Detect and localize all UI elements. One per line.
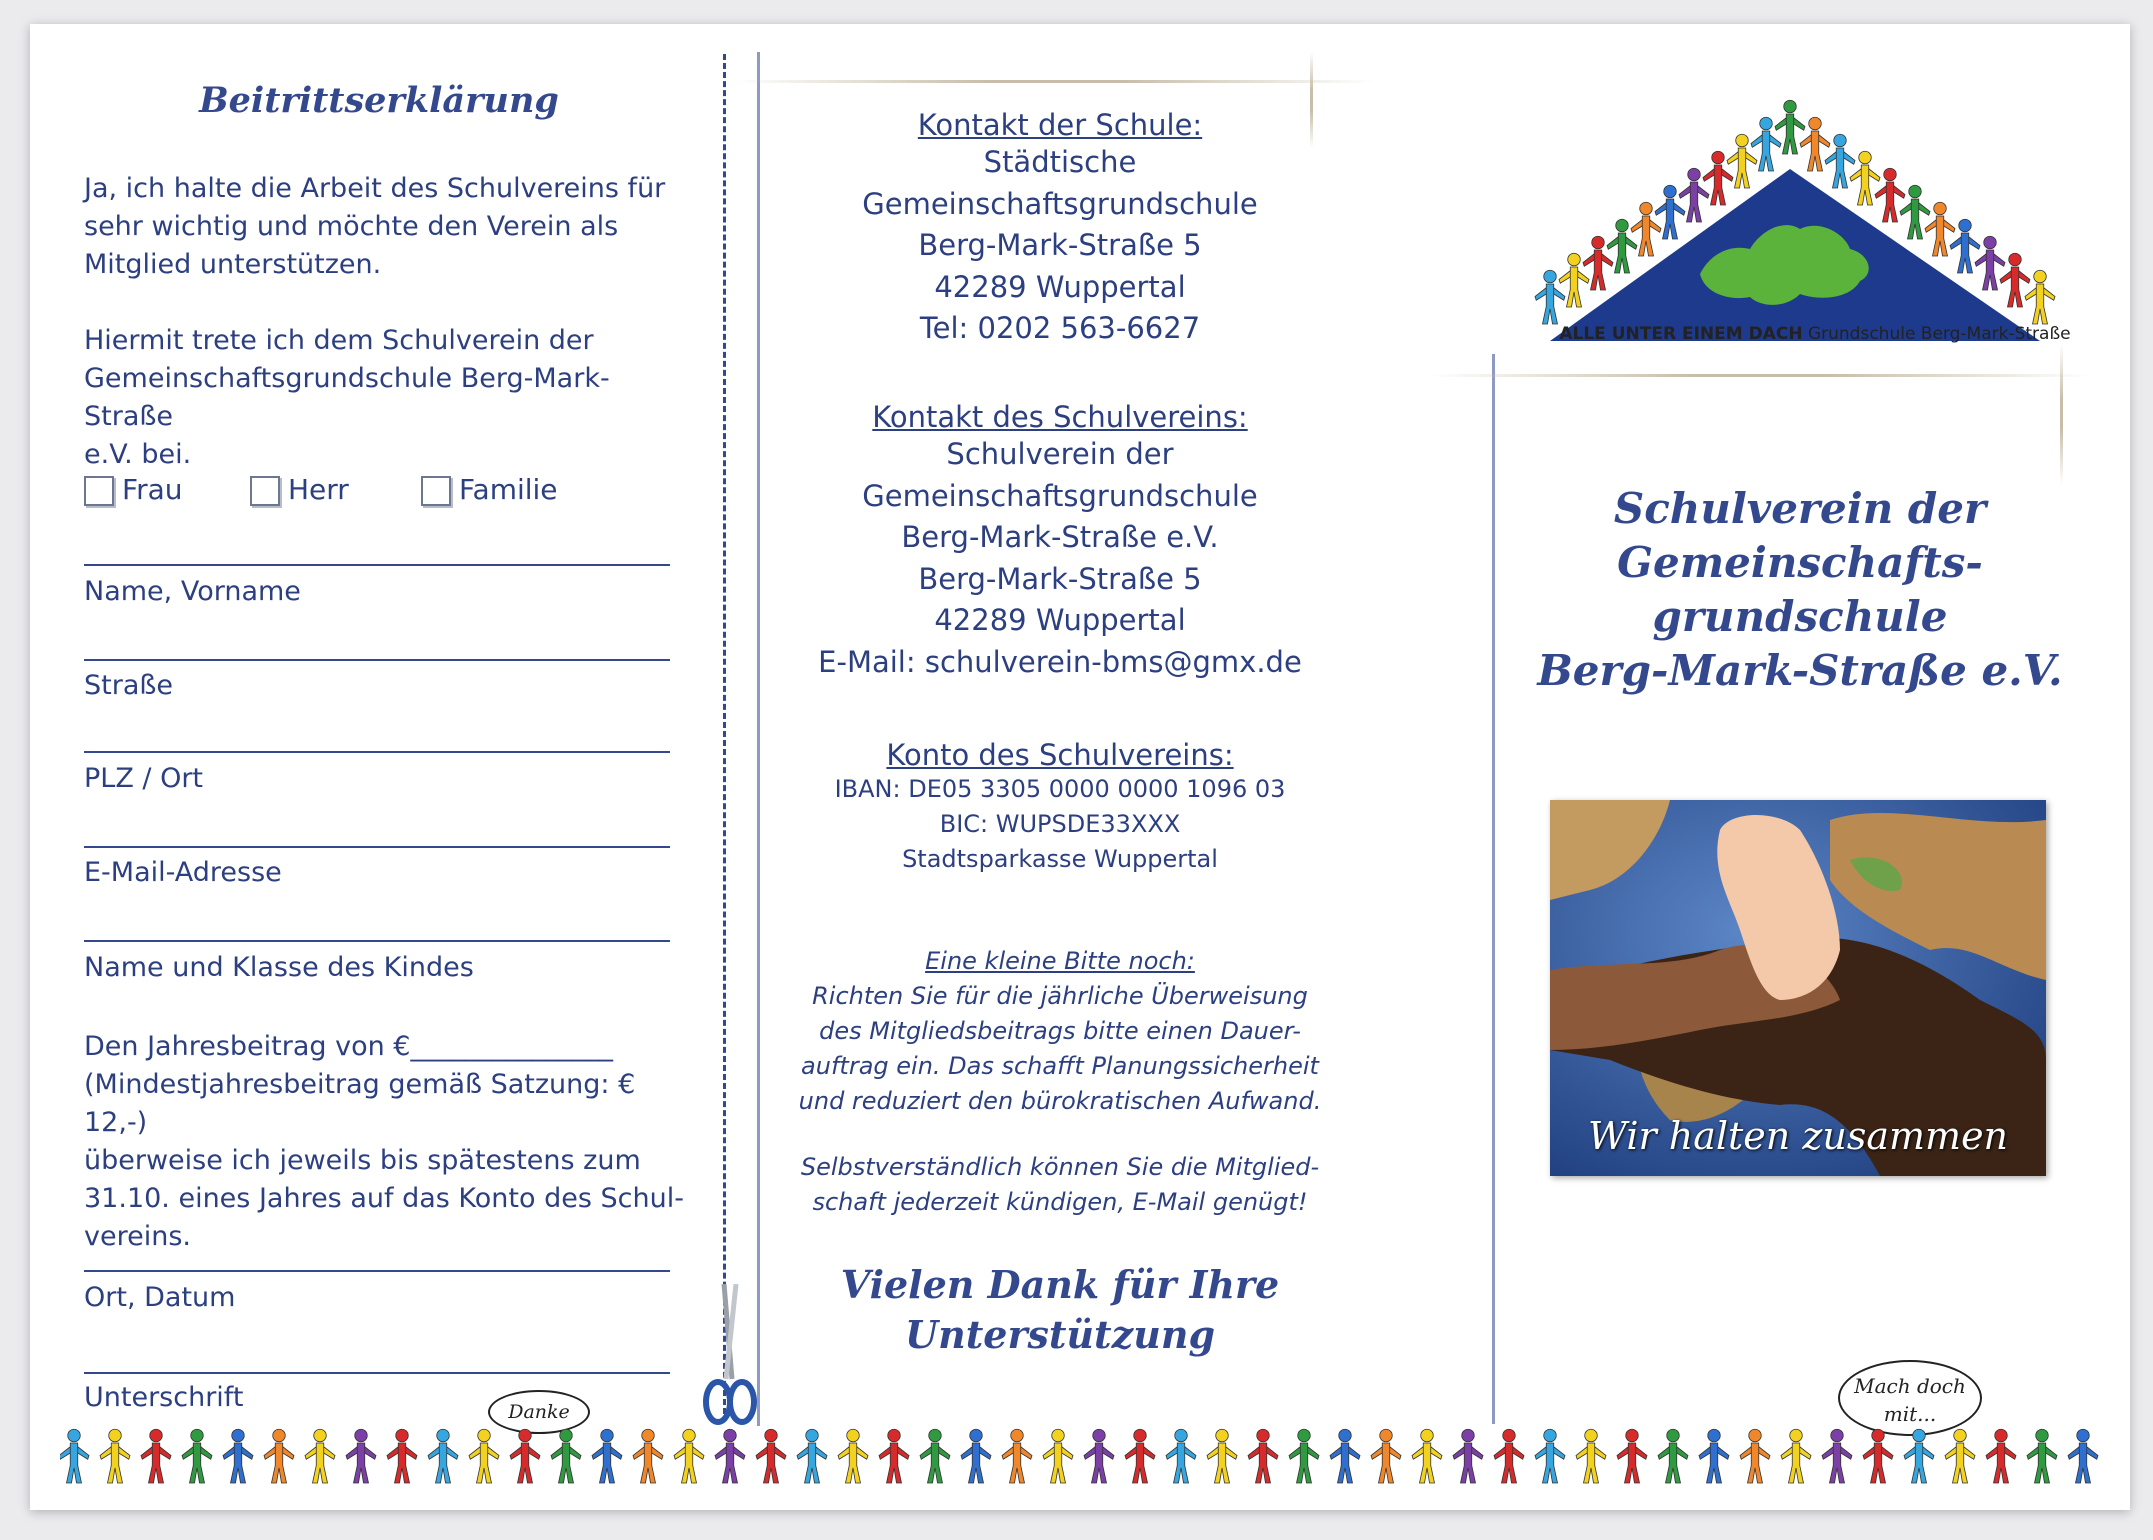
people-chain-border bbox=[60, 1424, 2110, 1488]
person-figure bbox=[346, 1429, 376, 1483]
person-figure bbox=[428, 1429, 458, 1483]
person-figure bbox=[1781, 1429, 1811, 1483]
person-figure bbox=[2027, 1429, 2057, 1483]
verein-title bbox=[1510, 482, 2090, 698]
person-figure bbox=[756, 1429, 786, 1483]
bank-name-line: Stadtsparkasse Wuppertal bbox=[902, 845, 1218, 873]
fee-line: (Mindestjahresbeitrag gemäß Satzung: € 12,-) bbox=[84, 1069, 636, 1138]
person-figure bbox=[141, 1429, 171, 1483]
person-figure bbox=[920, 1429, 950, 1483]
people-chain bbox=[60, 1429, 2098, 1483]
fold-line-left bbox=[757, 52, 760, 1426]
checkbox-label: Familie bbox=[459, 473, 558, 506]
city-input-line[interactable] bbox=[84, 751, 670, 753]
contact-line: Gemeinschaftsgrundschule bbox=[862, 478, 1258, 513]
request-line: auftrag ein. Das schafft Planungssicherheit bbox=[801, 1052, 1319, 1080]
bank-account bbox=[770, 738, 1350, 877]
person-figure bbox=[1658, 1429, 1688, 1483]
name-input-line[interactable] bbox=[84, 564, 670, 566]
contact-line: 42289 Wuppertal bbox=[934, 603, 1186, 637]
person-figure bbox=[1494, 1429, 1524, 1483]
person-figure bbox=[182, 1429, 212, 1483]
checkbox-label: Frau bbox=[122, 473, 183, 506]
flyer-sheet bbox=[30, 24, 2130, 1510]
cancel-line: Selbstverständlich können Sie die Mitglied- bbox=[800, 1153, 1320, 1181]
person-figure bbox=[2025, 270, 2055, 324]
person-figure bbox=[1371, 1429, 1401, 1483]
person-figure bbox=[797, 1429, 827, 1483]
person-figure bbox=[1453, 1429, 1483, 1483]
person-figure bbox=[1207, 1429, 1237, 1483]
contact-line: Berg-Mark-Straße 5 bbox=[918, 561, 1202, 596]
person-figure bbox=[674, 1429, 704, 1483]
iban-line: IBAN: DE05 3305 0000 0000 1096 03 bbox=[834, 775, 1286, 803]
logo-caption bbox=[1535, 324, 2095, 344]
photo-caption: Wir halten zusammen bbox=[1587, 1114, 2009, 1158]
signature-input-line[interactable] bbox=[84, 1372, 670, 1374]
person-figure bbox=[1412, 1429, 1442, 1483]
person-figure bbox=[1863, 1429, 1893, 1483]
person-figure bbox=[1166, 1429, 1196, 1483]
thanks-line: Unterstützung bbox=[904, 1312, 1216, 1357]
person-figure bbox=[264, 1429, 294, 1483]
phone-line: Tel: 0202 563-6627 bbox=[919, 311, 1201, 345]
checkbox-label: Herr bbox=[288, 473, 349, 506]
fee-paragraph bbox=[84, 1028, 704, 1256]
person-figure bbox=[1084, 1429, 1114, 1483]
person-figure bbox=[879, 1429, 909, 1483]
email-label: E-Mail-Adresse bbox=[84, 857, 282, 888]
person-figure bbox=[551, 1429, 581, 1483]
intro-paragraph bbox=[84, 170, 684, 284]
title-line: grundschule bbox=[1652, 592, 1948, 641]
person-figure bbox=[1945, 1429, 1975, 1483]
intro-line: Ja, ich halte die Arbeit des Schulvereins für bbox=[84, 173, 666, 204]
person-figure bbox=[387, 1429, 417, 1483]
school-contact bbox=[770, 108, 1350, 350]
contact-line: Schulverein der bbox=[946, 437, 1174, 471]
title-line: Schulverein der bbox=[1613, 484, 1987, 533]
person-figure bbox=[223, 1429, 253, 1483]
checkbox-box[interactable] bbox=[84, 476, 114, 506]
request-heading: Eine kleine Bitte noch: bbox=[925, 947, 1195, 975]
speech-bubble-danke: Danke bbox=[488, 1390, 590, 1434]
person-figure bbox=[1248, 1429, 1278, 1483]
person-figure bbox=[510, 1429, 540, 1483]
contact-line: Städtische bbox=[983, 145, 1137, 179]
signature-label: Unterschrift bbox=[84, 1382, 244, 1413]
contact-line: 42289 Wuppertal bbox=[934, 269, 1186, 304]
place-date-label: Ort, Datum bbox=[84, 1282, 236, 1313]
person-figure bbox=[305, 1429, 335, 1483]
intro-line: sehr wichtig und möchte den Verein als bbox=[84, 211, 619, 242]
logo-motto: ALLE UNTER EINEM DACH bbox=[1559, 324, 1803, 344]
request-note bbox=[770, 944, 1350, 1119]
checkbox-box[interactable] bbox=[250, 476, 280, 506]
bubble-line: Mach doch bbox=[1854, 1374, 1966, 1398]
street-label: Straße bbox=[84, 670, 173, 701]
bic-line: BIC: WUPSDE33XXX bbox=[939, 810, 1181, 838]
person-figure bbox=[1617, 1429, 1647, 1483]
cancel-note bbox=[770, 1150, 1350, 1220]
fee-line: Den Jahresbeitrag von €_______________ bbox=[84, 1031, 613, 1062]
person-figure bbox=[838, 1429, 868, 1483]
child-input-line[interactable] bbox=[84, 940, 670, 942]
salutation-checkboxes bbox=[84, 470, 684, 510]
person-figure bbox=[1125, 1429, 1155, 1483]
fold-line-right bbox=[1492, 354, 1495, 1424]
child-label: Name und Klasse des Kindes bbox=[84, 952, 474, 983]
hands-photo bbox=[1550, 800, 2046, 1176]
decor-line bbox=[1430, 374, 2090, 377]
request-line: des Mitgliedsbeitrags bitte einen Dauer- bbox=[819, 1017, 1301, 1045]
person-figure bbox=[1535, 1429, 1565, 1483]
contact-line: Gemeinschaftsgrundschule bbox=[862, 186, 1258, 221]
person-figure bbox=[1576, 1429, 1606, 1483]
person-figure bbox=[1043, 1429, 1073, 1483]
logo-school-name: Grundschule Berg-Mark-Straße bbox=[1807, 324, 2071, 344]
fee-line: überweise ich jeweils bis spätestens zum bbox=[84, 1145, 641, 1176]
name-label: Name, Vorname bbox=[84, 576, 301, 607]
checkbox-herr[interactable] bbox=[250, 470, 349, 506]
person-figure bbox=[60, 1429, 89, 1483]
person-figure bbox=[1986, 1429, 2016, 1483]
school-contact-heading: Kontakt der Schule: bbox=[917, 108, 1203, 142]
checkbox-familie[interactable] bbox=[421, 470, 558, 506]
request-line: Richten Sie für die jährliche Überweisung bbox=[812, 982, 1308, 1010]
person-figure bbox=[1289, 1429, 1319, 1483]
join-line: Hiermit trete ich dem Schulverein der bbox=[84, 325, 594, 356]
cut-line bbox=[723, 54, 726, 1414]
contact-line: Berg-Mark-Straße 5 bbox=[918, 228, 1202, 262]
form-title: Beitrittserklärung bbox=[199, 80, 559, 121]
person-figure bbox=[1740, 1429, 1770, 1483]
email-link[interactable]: E-Mail: schulverein-bms@gmx.de bbox=[818, 644, 1302, 679]
street-input-line[interactable] bbox=[84, 659, 670, 661]
intro-line: Mitglied unterstützen. bbox=[84, 249, 382, 280]
title-line: Berg-Mark-Straße e.V. bbox=[1537, 646, 2063, 695]
person-figure bbox=[715, 1429, 745, 1483]
fee-line: 31.10. eines Jahres auf das Konto des Schul- bbox=[84, 1183, 684, 1214]
verein-contact-heading: Kontakt des Schulvereins: bbox=[872, 400, 1248, 434]
fee-line: vereins. bbox=[84, 1221, 191, 1252]
bank-heading: Konto des Schulvereins: bbox=[886, 738, 1234, 772]
person-figure bbox=[961, 1429, 991, 1483]
person-figure bbox=[633, 1429, 663, 1483]
decor-line bbox=[735, 80, 1375, 83]
person-figure bbox=[1822, 1429, 1852, 1483]
scissors-icon bbox=[694, 1284, 764, 1434]
person-figure bbox=[469, 1429, 499, 1483]
email-input-line[interactable] bbox=[84, 846, 670, 848]
title-line: Gemeinschafts- bbox=[1617, 538, 1983, 587]
city-label: PLZ / Ort bbox=[84, 763, 204, 794]
contact-line: Berg-Mark-Straße e.V. bbox=[901, 520, 1219, 554]
join-paragraph bbox=[84, 322, 684, 474]
person-figure bbox=[2068, 1429, 2098, 1483]
thanks-line: Vielen Dank für Ihre bbox=[840, 1262, 1280, 1307]
cancel-line: schaft jederzeit kündigen, E-Mail genügt! bbox=[812, 1188, 1308, 1216]
person-figure bbox=[592, 1429, 622, 1483]
join-line: Gemeinschaftsgrundschule Berg-Mark-Straße bbox=[84, 363, 610, 432]
bubble-line: mit... bbox=[1883, 1402, 1937, 1426]
person-figure bbox=[1699, 1429, 1729, 1483]
person-figure bbox=[100, 1429, 130, 1483]
request-line: und reduziert den bürokratischen Aufwand. bbox=[798, 1087, 1322, 1115]
verein-contact bbox=[770, 400, 1350, 683]
person-figure bbox=[1002, 1429, 1032, 1483]
person-figure bbox=[1330, 1429, 1360, 1483]
join-line: e.V. bei. bbox=[84, 439, 192, 470]
checkbox-frau[interactable] bbox=[84, 470, 182, 506]
checkbox-box[interactable] bbox=[421, 476, 451, 506]
thanks-message bbox=[770, 1260, 1350, 1360]
person-figure bbox=[1904, 1429, 1934, 1483]
place-date-input-line[interactable] bbox=[84, 1270, 670, 1272]
